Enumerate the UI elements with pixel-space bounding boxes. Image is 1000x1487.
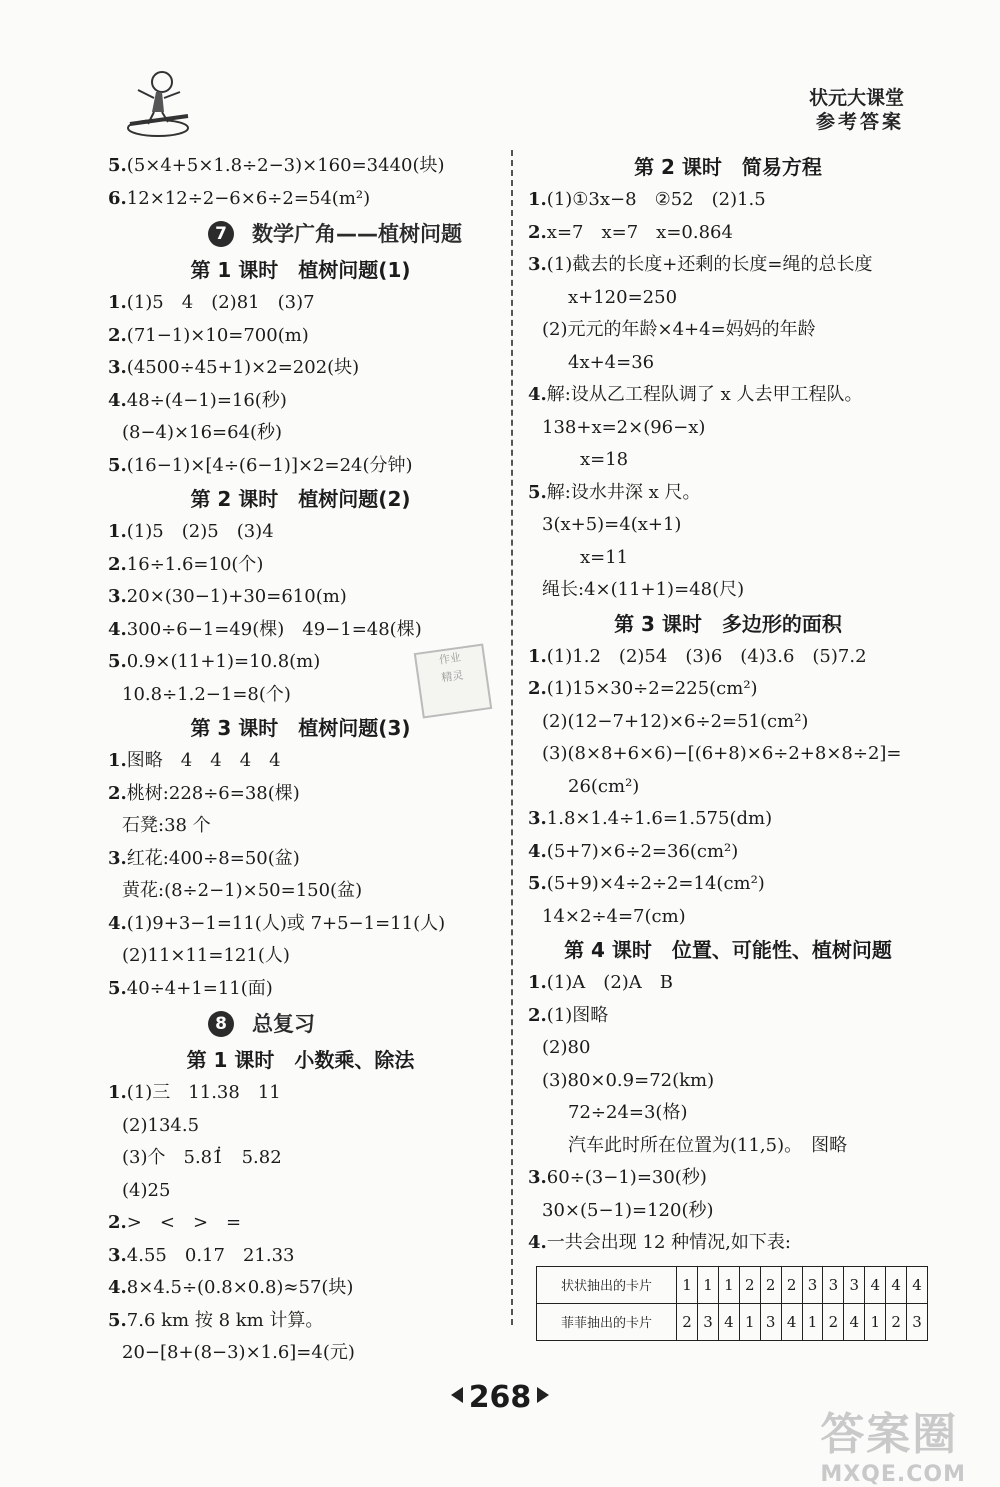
question-number: 1. (108, 1082, 127, 1103)
answer-line (528, 1227, 928, 1260)
answer-text: (3)(8×8+6×6)−[(6+8)×6÷2+8×8÷2]= (542, 743, 902, 764)
question-number: 4. (108, 912, 127, 934)
answer-text: 桃树:228÷6=38(棵) (126, 782, 300, 804)
unit-title: 总复习 (252, 1012, 315, 1036)
answer-line (528, 1195, 928, 1228)
answer-text: 4x+4=36 (568, 351, 655, 373)
question-number: 1. (108, 750, 127, 771)
answer-text: (1)5 (2)5 (3)4 (126, 521, 274, 542)
answer-line (528, 836, 928, 869)
answer-line (108, 1077, 493, 1110)
answer-line (528, 249, 928, 282)
unit-heading (108, 215, 493, 253)
table-cell: 2 (760, 1266, 781, 1303)
question-number: 5. (108, 454, 127, 476)
answer-line (528, 314, 928, 347)
question-number: 2. (108, 1212, 127, 1233)
answer-line (528, 738, 928, 771)
answer-text: 红花:400÷8=50(盆) (126, 847, 300, 869)
table-cell: 1 (802, 1303, 823, 1340)
answer-line (528, 184, 928, 217)
question-number: 3. (528, 1167, 547, 1188)
answer-line (108, 745, 493, 778)
answer-line (528, 412, 928, 445)
answer-line (528, 803, 928, 836)
question-number: 4. (108, 618, 127, 640)
brand-subtitle: 参考答案 (815, 111, 904, 133)
answer-text: 20−[8+(8−3)×1.6]=4(元) (122, 1342, 355, 1363)
answer-line (528, 379, 928, 412)
answer-text: 4.55 0.17 21.33 (126, 1244, 295, 1266)
answer-line (108, 973, 493, 1006)
answer-line (528, 282, 928, 315)
lesson-heading: 第 2 课时 植树问题(2) (190, 487, 411, 511)
question-number: 5. (108, 977, 127, 999)
answer-line (528, 477, 928, 510)
answer-line (108, 908, 493, 941)
answer-line (108, 320, 493, 353)
answer-text: x=18 (580, 449, 629, 470)
question-number: 2. (108, 782, 127, 804)
answer-line (108, 1110, 493, 1143)
app-stamp-logo (414, 643, 493, 718)
question-number: 5. (108, 1309, 127, 1331)
unit-number-badge: 8 (208, 1011, 234, 1037)
answer-line (528, 1130, 928, 1163)
brand-title: 状元大课堂 (808, 87, 904, 109)
question-number: 3. (108, 586, 127, 607)
table-cell: 2 (781, 1266, 802, 1303)
answer-text: (5+9)×4÷2÷2=14(cm²) (546, 873, 765, 894)
row-label: 菲菲抽出的卡片 (537, 1303, 677, 1340)
answer-line (108, 1305, 493, 1338)
answer-line (108, 1272, 493, 1305)
table-cell: 4 (844, 1303, 865, 1340)
table-cell: 4 (718, 1303, 739, 1340)
question-number: 3. (528, 808, 547, 829)
table-cell: 1 (698, 1266, 719, 1303)
answer-text: x=7 x=7 x=0.864 (546, 221, 733, 243)
right-column-lines (528, 150, 928, 1260)
answer-text: (1)三 11.38 11 (126, 1082, 281, 1103)
answer-line (108, 810, 493, 843)
answer-line (528, 542, 928, 575)
answer-line (108, 843, 493, 876)
answer-line (528, 509, 928, 542)
question-number: 4. (108, 389, 127, 411)
answer-line (108, 940, 493, 973)
answer-line (108, 875, 493, 908)
answer-text: (8−4)×16=64(秒) (122, 422, 283, 443)
answer-text: > < > = (126, 1212, 242, 1233)
lesson-heading: 第 1 课时 植树问题(1) (190, 258, 411, 282)
answer-text: (1)截去的长度+还剩的长度=绳的总长度 (546, 254, 873, 275)
stamp-line2: 精灵 (440, 668, 465, 685)
table-cell: 1 (718, 1266, 739, 1303)
question-number: 4. (528, 384, 547, 405)
question-number: 3. (108, 1244, 127, 1266)
answer-text: (1)A (2)A B (546, 972, 674, 993)
lesson-heading: 第 3 课时 植树问题(3) (190, 716, 411, 740)
answer-text: 16÷1.6=10(个) (126, 553, 264, 575)
answer-text: 14×2÷4=7(cm) (542, 905, 686, 927)
question-number: 2. (528, 1004, 547, 1026)
answer-line (528, 347, 928, 380)
answer-text: (1)5 4 (2)81 (3)7 (126, 292, 315, 313)
answer-line (108, 581, 493, 614)
table-cell: 3 (698, 1303, 719, 1340)
answer-line (108, 614, 493, 647)
question-number: 4. (528, 1232, 547, 1253)
answer-text: (1)15×30÷2=225(cm²) (546, 678, 758, 699)
answer-line (108, 150, 493, 183)
answer-text: (1)1.2 (2)54 (3)6 (4)3.6 (5)7.2 (546, 645, 867, 667)
table-cell: 4 (865, 1266, 886, 1303)
answer-text: 138+x=2×(96−x) (542, 416, 706, 438)
answer-line (528, 901, 928, 934)
answer-text: 解:设从乙工程队调了 x 人去甲工程队。 (546, 384, 863, 405)
question-number: 5. (528, 873, 547, 894)
answer-text: (4500÷45+1)×2=202(块) (126, 357, 360, 378)
answer-text: 10.8÷1.2−1=8(个) (122, 683, 291, 705)
lesson-heading: 第 3 课时 多边形的面积 (614, 611, 842, 636)
watermark-line2: MXQE.COM (820, 1462, 966, 1487)
table-cell: 2 (823, 1303, 844, 1340)
question-number: 5. (108, 155, 127, 176)
answer-text: 1.8×1.4÷1.6=1.575(dm) (546, 808, 773, 829)
question-number: 3. (108, 357, 127, 378)
answer-line (108, 1175, 493, 1208)
answer-text: (3)80×0.9=72(km) (542, 1069, 715, 1091)
answer-text: (1)①3x−8 ②52 (2)1.5 (546, 189, 766, 210)
table-cell: 2 (677, 1303, 698, 1340)
page-number: 268 (468, 1380, 532, 1415)
question-number: 2. (528, 678, 547, 699)
answer-line (108, 287, 493, 320)
answer-text: (2)134.5 (122, 1114, 200, 1136)
column-divider (511, 150, 513, 1325)
answer-text: 20×(30−1)+30=610(m) (126, 586, 347, 607)
answer-text: 石凳:38 个 (122, 815, 211, 836)
table-row (537, 1266, 928, 1303)
question-number: 1. (528, 972, 547, 993)
answer-text: (1)图略 (546, 1004, 609, 1026)
question-number: 1. (528, 645, 547, 667)
answer-text: (5×4+5×1.8÷2−3)×160=3440(块) (126, 155, 445, 176)
answer-text: (2)11×11=121(人) (122, 945, 290, 966)
unit-number-badge: 7 (208, 221, 234, 247)
lesson-heading: 第 4 课时 位置、可能性、植树问题 (564, 938, 892, 962)
answer-text: 60÷(3−1)=30(秒) (546, 1167, 707, 1188)
answer-text: x+120=250 (568, 286, 678, 308)
answer-text: (2)元元的年龄×4+4=妈妈的年龄 (542, 319, 816, 340)
answer-line (108, 1240, 493, 1273)
question-number: 1. (108, 521, 127, 542)
question-number: 1. (108, 292, 127, 313)
answer-text: (5+7)×6÷2=36(cm²) (546, 840, 739, 862)
answer-line (528, 444, 928, 477)
answer-line (528, 1000, 928, 1033)
table-cell: 3 (802, 1266, 823, 1303)
table-cell: 1 (739, 1303, 760, 1340)
table-cell: 3 (760, 1303, 781, 1340)
question-number: 5. (108, 651, 127, 672)
answer-text: (2)(12−7+12)×6÷2=51(cm²) (542, 710, 809, 732)
answer-text: 一共会出现 12 种情况,如下表: (546, 1232, 791, 1253)
answer-text: 26(cm²) (568, 775, 640, 797)
answer-text: 绳长:4×(11+1)=48(尺) (542, 579, 745, 600)
question-number: 3. (108, 847, 127, 869)
answer-text: 0.9×(11+1)=10.8(m) (126, 651, 321, 672)
answer-line (528, 574, 928, 607)
watermark-line1: 答案圈 (820, 1409, 959, 1460)
table-cell: 1 (677, 1266, 698, 1303)
answer-line (108, 516, 493, 549)
card-draw-table (536, 1266, 928, 1341)
answer-line (108, 183, 493, 216)
table-cell: 1 (865, 1303, 886, 1340)
page-header (0, 0, 1000, 150)
table-cell: 2 (886, 1303, 907, 1340)
answer-line (108, 352, 493, 385)
answer-line (108, 1207, 493, 1240)
question-number: 2. (108, 553, 127, 575)
answer-text: 30×(5−1)=120(秒) (542, 1199, 714, 1221)
answer-text: (71−1)×10=700(m) (126, 324, 309, 346)
answer-line (528, 868, 928, 901)
answer-line (528, 706, 928, 739)
answer-text: (3)个 5.81̇̇ 5.82 (122, 1147, 282, 1168)
answer-line (528, 1032, 928, 1065)
answer-line (108, 385, 493, 418)
answer-text: (2)80 (542, 1037, 591, 1058)
answer-text: 40÷4+1=11(面) (126, 977, 273, 999)
question-number: 5. (528, 481, 547, 503)
answer-text: (16−1)×[4÷(6−1)]×2=24(分钟) (126, 454, 413, 476)
answer-line (528, 967, 928, 1000)
answer-line (108, 778, 493, 811)
left-column (108, 150, 493, 1370)
answer-line (108, 549, 493, 582)
table-cell: 3 (844, 1266, 865, 1303)
stamp-line1: 作业 (438, 650, 462, 667)
question-number: 6. (108, 187, 127, 209)
answer-line (108, 1142, 493, 1175)
question-number: 3. (528, 254, 547, 275)
answer-text: (4)25 (122, 1179, 171, 1201)
answer-text: 72÷24=3(格) (568, 1102, 688, 1123)
answer-text: 汽车此时所在位置为(11,5)。 图略 (568, 1134, 848, 1156)
answer-text: 解:设水井深 x 尺。 (546, 481, 701, 503)
answer-line (528, 1162, 928, 1195)
watermark-logo (820, 1398, 966, 1487)
question-number: 2. (528, 221, 547, 243)
lesson-heading: 第 2 课时 简易方程 (634, 155, 822, 179)
answer-text: 黄花:(8÷2−1)×50=150(盆) (122, 880, 363, 901)
answer-text: 8×4.5÷(0.8×0.8)≈57(块) (126, 1277, 354, 1298)
answer-text: 48÷(4−1)=16(秒) (126, 389, 287, 411)
answer-line (108, 450, 493, 483)
answer-text: (1)9+3−1=11(人)或 7+5−1=11(人) (126, 912, 446, 934)
question-number: 2. (108, 324, 127, 346)
question-number: 4. (528, 840, 547, 862)
answer-line (528, 1065, 928, 1098)
answer-text: 7.6 km 按 8 km 计算。 (126, 1309, 324, 1331)
answer-text: 12×12÷2−6×6÷2=54(m²) (126, 187, 371, 209)
answer-line (108, 417, 493, 450)
answer-line (528, 673, 928, 706)
table-cell: 4 (781, 1303, 802, 1340)
prev-arrow-icon (451, 1387, 463, 1403)
question-number: 4. (108, 1277, 127, 1298)
lesson-heading: 第 1 课时 小数乘、除法 (186, 1048, 415, 1072)
card-table-wrap (536, 1266, 928, 1341)
answer-text: x=11 (580, 546, 629, 568)
answer-text: 300÷6−1=49(棵) 49−1=48(棵) (126, 618, 422, 640)
mascot-illustration-icon (118, 62, 198, 140)
answer-line (528, 217, 928, 250)
row-label: 状状抽出的卡片 (537, 1266, 677, 1303)
table-cell: 4 (907, 1266, 928, 1303)
answer-text: 3(x+5)=4(x+1) (542, 514, 682, 535)
answer-line (108, 1337, 493, 1370)
answer-text: 图略 4 4 4 4 (126, 750, 281, 771)
answer-line (528, 771, 928, 804)
answer-line (528, 641, 928, 674)
table-row (537, 1303, 928, 1340)
question-number: 1. (528, 189, 547, 210)
unit-title: 数学广角——植树问题 (252, 222, 462, 246)
table-cell: 2 (739, 1266, 760, 1303)
table-cell: 3 (907, 1303, 928, 1340)
table-cell: 4 (886, 1266, 907, 1303)
answer-line (528, 1097, 928, 1130)
next-arrow-icon (537, 1387, 549, 1403)
unit-heading (108, 1005, 493, 1043)
table-cell: 3 (823, 1266, 844, 1303)
brand-block (809, 86, 904, 134)
right-column (528, 150, 928, 1341)
